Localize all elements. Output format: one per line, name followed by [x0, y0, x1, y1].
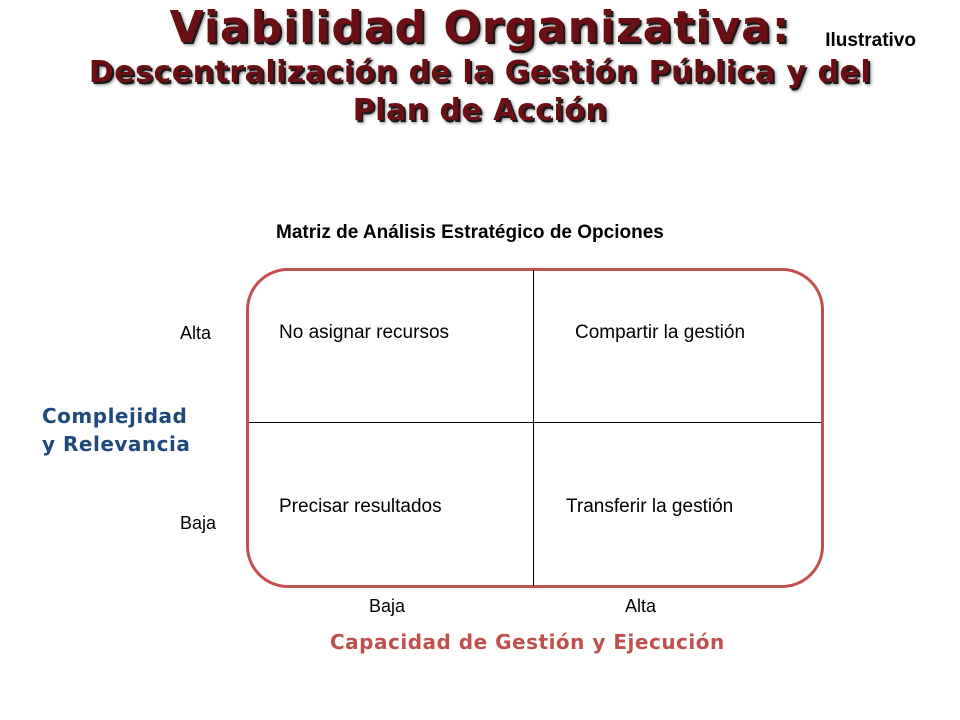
cell-bottom-left: Precisar resultados	[279, 496, 442, 517]
illustrative-tag: Ilustrativo	[825, 30, 916, 51]
cell-bottom-right: Transferir la gestión	[566, 496, 734, 517]
y-axis-title	[42, 402, 190, 458]
x-axis-high-label: Alta	[625, 596, 657, 616]
x-axis-low-label: Baja	[369, 596, 406, 616]
x-axis-title: Capacidad de Gestión y Ejecución	[330, 630, 725, 654]
y-axis-title-line1: Complejidad	[42, 404, 188, 428]
matrix-vertical-divider	[533, 270, 534, 586]
cell-top-left: No asignar recursos	[279, 322, 450, 343]
y-axis-high-label: Alta	[180, 323, 212, 343]
matrix-horizontal-divider	[249, 422, 821, 423]
slide-title-block	[40, 0, 920, 130]
cell-top-right: Compartir la gestión	[575, 322, 746, 343]
matrix-title: Matriz de Análisis Estratégico de Opciones	[276, 222, 664, 243]
slide-subtitle-line1: Descentralización de la Gestión Pública y del	[88, 55, 872, 90]
slide-subtitle-line2: Plan de Acción	[352, 93, 608, 128]
y-axis-low-label: Baja	[180, 513, 217, 533]
y-axis-title-line2: y Relevancia	[42, 432, 191, 456]
slide-title: Viabilidad Organizativa:	[169, 2, 791, 53]
matrix-frame	[246, 268, 824, 588]
